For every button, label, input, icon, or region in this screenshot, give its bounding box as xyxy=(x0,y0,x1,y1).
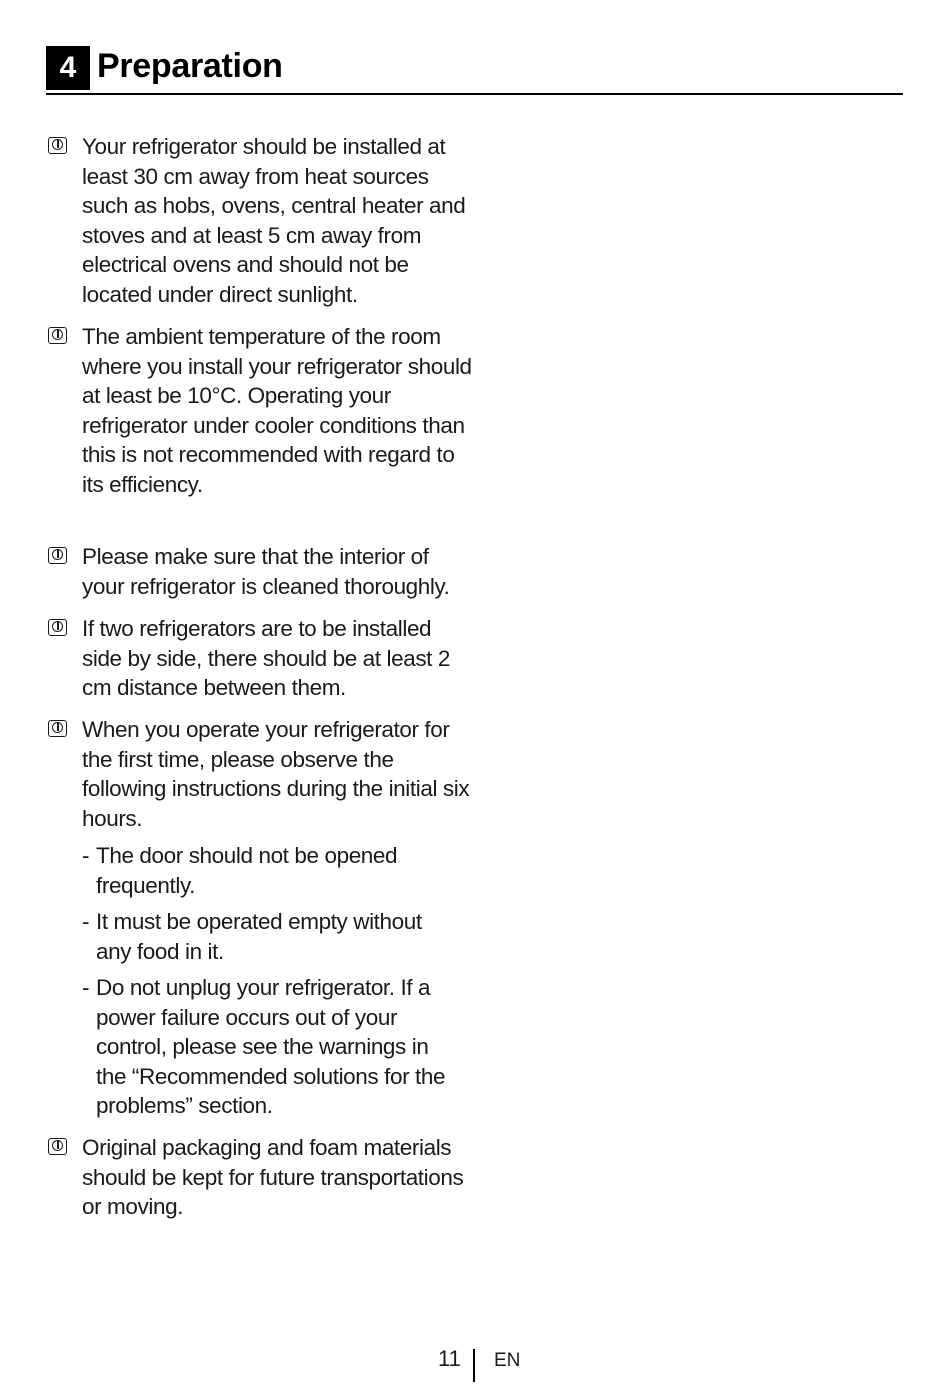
page-title: Preparation xyxy=(97,47,283,85)
info-icon xyxy=(48,1138,67,1155)
info-icon xyxy=(48,547,67,564)
info-icon xyxy=(48,137,67,154)
dash: - xyxy=(82,909,90,934)
item-text: Your refrigerator should be installed at least 30 cm away from heat sources such as hobs, ovens, central heater and stoves and at least 5 cm away from electrical ovens and should not be located under direct sunlight. xyxy=(82,134,466,307)
page-footer xyxy=(0,1344,950,1384)
sub-item-text: It must be operated empty without any food in it. xyxy=(96,909,422,964)
info-icon xyxy=(48,619,67,636)
info-icon xyxy=(48,720,67,737)
item-text: Original packaging and foam materials should be kept for future transportations or moving. xyxy=(82,1135,464,1220)
section-header xyxy=(46,46,903,95)
chapter-number: 4 xyxy=(46,46,90,90)
item-text: When you operate your refrigerator for the first time, please observe the following instructions during the initial six hours. xyxy=(82,717,470,831)
info-icon xyxy=(48,327,67,344)
dash: - xyxy=(82,843,90,868)
dash: - xyxy=(82,975,90,1000)
page-number: 11 xyxy=(438,1346,461,1371)
sub-item-text: Do not unplug your refrigerator. If a power failure occurs out of your control, please see the warnings in the “Recommended solutions for the problems” section. xyxy=(96,975,446,1119)
item-text: If two refrigerators are to be installed side by side, there should be at least 2 cm distance between them. xyxy=(82,616,450,701)
item-text: The ambient temperature of the room where you install your refrigerator should at least be 10°C. Operating your refrigerator under cooler conditions than this is not recommended with regard to its efficiency. xyxy=(82,324,472,497)
sub-item-text: The door should not be opened frequently. xyxy=(96,843,398,898)
item-text: Please make sure that the interior of your refrigerator is cleaned thoroughly. xyxy=(82,544,450,599)
language-code: EN xyxy=(494,1350,521,1371)
footer-divider xyxy=(473,1349,475,1382)
